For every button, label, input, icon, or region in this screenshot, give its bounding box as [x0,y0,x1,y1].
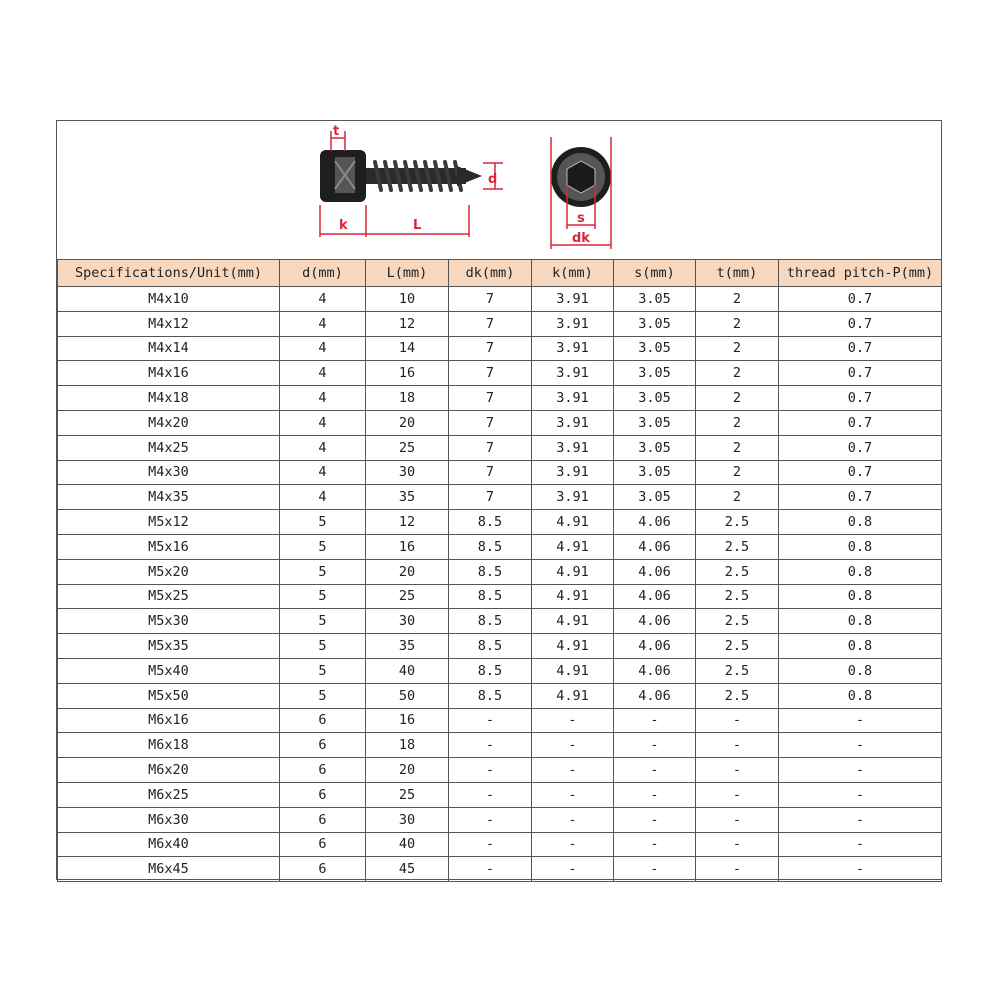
table-cell: - [449,733,532,758]
table-row [58,485,942,510]
table-cell: 2.5 [696,634,779,659]
table-cell: M5x20 [58,559,280,584]
table-cell: 5 [280,510,366,535]
table-row [58,361,942,386]
table-cell: 4.91 [532,584,614,609]
table-cell: - [779,807,942,832]
table-cell: - [614,758,696,783]
column-header: k(mm) [532,260,614,287]
table-cell: 3.91 [532,410,614,435]
table-cell: - [532,733,614,758]
table-cell: 45 [366,857,449,882]
table-cell: 7 [449,287,532,312]
table-cell: 16 [366,708,449,733]
table-row [58,634,942,659]
table-cell: 0.8 [779,683,942,708]
table-cell: - [449,708,532,733]
table-cell: 2.5 [696,584,779,609]
table-cell: M5x50 [58,683,280,708]
table-row [58,534,942,559]
table-cell: 2 [696,386,779,411]
table-cell: M6x40 [58,832,280,857]
table-cell: 4.06 [614,634,696,659]
table-cell: M6x30 [58,807,280,832]
table-cell: 2.5 [696,609,779,634]
table-cell: 7 [449,460,532,485]
table-cell: 0.7 [779,311,942,336]
table-row [58,386,942,411]
table-cell: 7 [449,410,532,435]
table-cell: 16 [366,361,449,386]
table-cell: 8.5 [449,584,532,609]
table-row [58,683,942,708]
table-cell: M4x30 [58,460,280,485]
table-cell: 8.5 [449,658,532,683]
table-cell: 3.05 [614,361,696,386]
table-body [58,287,942,882]
table-cell: 4.06 [614,534,696,559]
table-cell: 4 [280,460,366,485]
screw-top-view [551,147,611,207]
table-cell: - [696,782,779,807]
dimension-label-dk: dk [572,231,590,246]
table-cell: - [779,857,942,882]
table-cell: 30 [366,609,449,634]
table-cell: 3.91 [532,311,614,336]
table-cell: 4.91 [532,534,614,559]
table-cell: M6x45 [58,857,280,882]
table-cell: 7 [449,435,532,460]
table-row [58,559,942,584]
table-cell: 20 [366,410,449,435]
table-cell: 50 [366,683,449,708]
table-cell: 3.91 [532,386,614,411]
table-cell: 4.91 [532,609,614,634]
table-cell: - [779,832,942,857]
table-cell: 2 [696,410,779,435]
table-row [58,782,942,807]
table-row [58,287,942,312]
table-cell: 6 [280,758,366,783]
table-row [58,857,942,882]
table-cell: 3.91 [532,287,614,312]
table-cell: 3.91 [532,361,614,386]
table-cell: 2.5 [696,683,779,708]
table-cell: 2 [696,336,779,361]
table-cell: 4 [280,386,366,411]
table-cell: 0.8 [779,510,942,535]
table-cell: 3.05 [614,485,696,510]
table-cell: 0.7 [779,410,942,435]
table-cell: 2 [696,361,779,386]
dimension-label-s: s [577,211,585,226]
table-cell: 3.91 [532,336,614,361]
table-cell: 2 [696,460,779,485]
table-cell: 5 [280,683,366,708]
table-cell: 4.06 [614,559,696,584]
table-cell: - [532,832,614,857]
table-row [58,584,942,609]
table-cell: 0.7 [779,361,942,386]
table-cell: - [696,857,779,882]
table-cell: 0.7 [779,336,942,361]
table-cell: 6 [280,857,366,882]
table-cell: 14 [366,336,449,361]
table-row [58,658,942,683]
table-cell: - [532,807,614,832]
table-cell: 5 [280,584,366,609]
table-cell: 4.06 [614,683,696,708]
table-cell: 2.5 [696,510,779,535]
table-row [58,336,942,361]
table-cell: 25 [366,584,449,609]
table-cell: 0.7 [779,435,942,460]
table-cell: 3.05 [614,287,696,312]
table-cell: - [779,782,942,807]
table-row [58,311,942,336]
table-cell: 40 [366,832,449,857]
table-cell: - [449,782,532,807]
table-cell: - [696,832,779,857]
table-cell: M5x25 [58,584,280,609]
table-cell: M4x35 [58,485,280,510]
table-cell: 4 [280,336,366,361]
table-cell: 16 [366,534,449,559]
column-header: dk(mm) [449,260,532,287]
table-cell: 0.8 [779,584,942,609]
table-cell: 0.7 [779,386,942,411]
column-header: thread pitch-P(mm) [779,260,942,287]
table-cell: 10 [366,287,449,312]
table-cell: M5x12 [58,510,280,535]
table-cell: 0.7 [779,287,942,312]
table-cell: 4 [280,485,366,510]
table-cell: - [779,758,942,783]
table-cell: - [614,782,696,807]
table-cell: M6x20 [58,758,280,783]
table-cell: - [614,807,696,832]
table-cell: 2.5 [696,534,779,559]
table-cell: 0.8 [779,559,942,584]
table-cell: - [696,758,779,783]
table-cell: - [614,733,696,758]
table-cell: M4x10 [58,287,280,312]
table-cell: 8.5 [449,534,532,559]
spec-sheet [56,120,942,880]
table-cell: 6 [280,782,366,807]
table-cell: 0.7 [779,460,942,485]
dimension-label-d: d [488,172,498,187]
table-cell: - [532,708,614,733]
table-cell: 4.91 [532,683,614,708]
table-cell: 5 [280,534,366,559]
table-cell: M6x16 [58,708,280,733]
table-cell: - [614,708,696,733]
table-cell: 7 [449,485,532,510]
table-row [58,435,942,460]
table-row [58,510,942,535]
table-cell: 4.06 [614,609,696,634]
table-cell: 8.5 [449,510,532,535]
table-cell: 20 [366,559,449,584]
table-cell: 2 [696,287,779,312]
table-cell: 3.05 [614,386,696,411]
table-cell: - [696,733,779,758]
table-row [58,460,942,485]
table-cell: M5x16 [58,534,280,559]
table-cell: - [779,733,942,758]
dimension-label-t: t [333,124,340,139]
table-cell: 8.5 [449,559,532,584]
table-cell: 3.05 [614,336,696,361]
table-cell: 2 [696,485,779,510]
table-row [58,708,942,733]
table-cell: 0.8 [779,609,942,634]
table-row [58,410,942,435]
table-cell: 5 [280,609,366,634]
table-row [58,758,942,783]
table-cell: 4 [280,410,366,435]
table-cell: 0.7 [779,485,942,510]
table-cell: 4 [280,287,366,312]
table-cell: 6 [280,708,366,733]
table-cell: 25 [366,435,449,460]
table-cell: 2 [696,435,779,460]
table-cell: 12 [366,510,449,535]
table-cell: 35 [366,485,449,510]
column-header: L(mm) [366,260,449,287]
table-cell: - [532,758,614,783]
column-header: s(mm) [614,260,696,287]
table-cell: 3.91 [532,460,614,485]
table-cell: 7 [449,361,532,386]
column-header: t(mm) [696,260,779,287]
table-row [58,733,942,758]
table-cell: 6 [280,807,366,832]
dimension-label-L: L [413,218,422,233]
screw-side-view [320,150,482,202]
table-cell: M5x40 [58,658,280,683]
table-cell: 3.91 [532,485,614,510]
table-cell: - [779,708,942,733]
table-cell: 3.05 [614,460,696,485]
dimension-label-k: k [339,218,348,233]
table-cell: - [532,857,614,882]
table-cell: 3.05 [614,311,696,336]
table-header-row [58,260,942,287]
table-cell: 5 [280,634,366,659]
table-cell: - [696,807,779,832]
table-cell: 25 [366,782,449,807]
table-cell: 30 [366,460,449,485]
table-cell: 4.06 [614,658,696,683]
table-cell: 12 [366,311,449,336]
table-cell: - [449,832,532,857]
table-cell: 40 [366,658,449,683]
table-cell: 4.91 [532,559,614,584]
table-cell: 8.5 [449,683,532,708]
table-cell: - [696,708,779,733]
table-cell: - [532,782,614,807]
table-cell: 8.5 [449,609,532,634]
table-row [58,609,942,634]
table-cell: 2.5 [696,559,779,584]
table-cell: 6 [280,832,366,857]
table-cell: 2 [696,311,779,336]
table-cell: - [449,857,532,882]
table-cell: 7 [449,311,532,336]
table-cell: 7 [449,386,532,411]
table-cell: 35 [366,634,449,659]
table-cell: 6 [280,733,366,758]
table-cell: M6x18 [58,733,280,758]
table-cell: 18 [366,733,449,758]
table-cell: 4.06 [614,584,696,609]
table-cell: 0.8 [779,534,942,559]
table-cell: M4x14 [58,336,280,361]
column-header: Specifications/Unit(mm) [58,260,280,287]
screw-diagram [57,121,941,259]
table-cell: 4 [280,311,366,336]
table-cell: 20 [366,758,449,783]
table-cell: M6x25 [58,782,280,807]
table-cell: M5x35 [58,634,280,659]
table-cell: 4.06 [614,510,696,535]
table-cell: 4.91 [532,658,614,683]
table-cell: 2.5 [696,658,779,683]
table-cell: M4x20 [58,410,280,435]
table-cell: 0.8 [779,634,942,659]
table-cell: M4x16 [58,361,280,386]
table-cell: 0.8 [779,658,942,683]
column-header: d(mm) [280,260,366,287]
table-cell: 3.05 [614,435,696,460]
table-cell: 4 [280,361,366,386]
table-cell: - [614,832,696,857]
table-cell: 5 [280,658,366,683]
table-cell: 4.91 [532,634,614,659]
table-cell: 3.91 [532,435,614,460]
table-cell: 7 [449,336,532,361]
table-cell: 5 [280,559,366,584]
table-cell: 4 [280,435,366,460]
table-cell: M5x30 [58,609,280,634]
table-cell: 30 [366,807,449,832]
table-cell: 3.05 [614,410,696,435]
table-row [58,832,942,857]
table-cell: 18 [366,386,449,411]
table-cell: M4x18 [58,386,280,411]
table-cell: M4x12 [58,311,280,336]
table-cell: - [449,807,532,832]
spec-table [57,259,942,882]
table-cell: 8.5 [449,634,532,659]
table-cell: - [614,857,696,882]
table-cell: 4.91 [532,510,614,535]
table-cell: M4x25 [58,435,280,460]
table-cell: - [449,758,532,783]
table-row [58,807,942,832]
